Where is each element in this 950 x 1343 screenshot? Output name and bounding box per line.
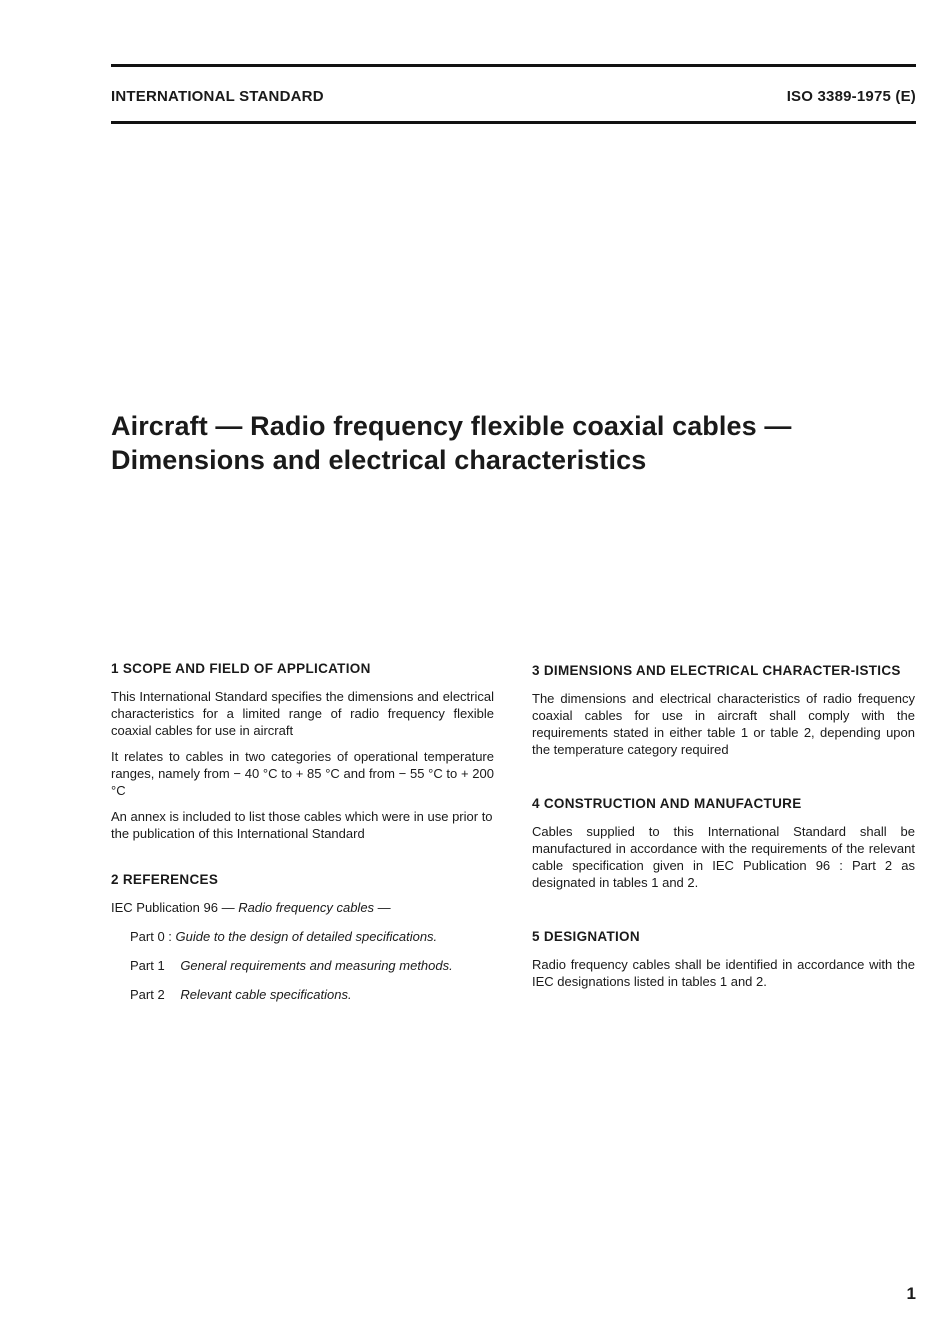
paragraph: Radio frequency cables shall be identified in accordance with the IEC designations listed in tables 1 and 2. [532, 957, 915, 989]
reference-title: Radio frequency cables — [238, 900, 391, 915]
part-label: Part 1 [130, 958, 165, 973]
section-references [111, 871, 494, 1003]
section-scope [111, 660, 494, 842]
part-title: Relevant cable specifications. [180, 987, 352, 1002]
section-heading: 4 CONSTRUCTION AND MANUFACTURE [532, 796, 802, 811]
section-heading: 3 DIMENSIONS AND ELECTRICAL CHARACTER-ISTICS [532, 663, 901, 678]
paragraph: It relates to cables in two categories of operational temperature ranges, namely from − 40 °C to + 85 °C and from − 55 °C to + 200 °C [111, 749, 494, 798]
part-label: Part 0 : [130, 929, 172, 944]
header-top-rule [111, 64, 916, 67]
title-line-1: Aircraft — Radio frequency flexible coaxial cables — [111, 411, 792, 441]
part-title: Guide to the design of detailed specifications. [175, 929, 438, 944]
right-column [532, 662, 915, 999]
section-dimensions [532, 662, 915, 758]
reference-intro [111, 899, 494, 916]
paragraph: The dimensions and electrical characteristics of radio frequency coaxial cables for use in aircraft shall comply with the requirements stated in either table 1 or table 2, depending upon the temperature category required [532, 691, 915, 757]
page-number: 1 [906, 1284, 916, 1303]
section-heading: 5 DESIGNATION [532, 929, 640, 944]
part-label: Part 2 [130, 987, 165, 1002]
reference-publication: IEC Publication 96 — [111, 900, 239, 915]
reference-part [130, 957, 494, 974]
part-title: General requirements and measuring methods. [180, 958, 453, 973]
section-designation [532, 928, 915, 990]
document-type: INTERNATIONAL STANDARD [111, 88, 324, 105]
section-construction [532, 795, 915, 891]
section-heading: 1 SCOPE AND FIELD OF APPLICATION [111, 661, 371, 676]
document-title [111, 409, 891, 477]
left-column [111, 660, 494, 1015]
header-bottom-rule [111, 121, 916, 124]
paragraph: An annex is included to list those cables which were in use prior to the publication of this International Standard [111, 809, 493, 841]
paragraph: This International Standard specifies the dimensions and electrical characteristics for a limited range of radio frequency flexible coaxial cables for use in aircraft [111, 689, 494, 738]
title-line-2: Dimensions and electrical characteristics [111, 445, 647, 475]
paragraph: Cables supplied to this International Standard shall be manufactured in accordance with the requirements of the relevant cable specification given in IEC Publication 96 : Part 2 as designated in tables 1 and 2. [532, 824, 915, 890]
standard-number: ISO 3389-1975 (E) [786, 88, 916, 105]
reference-part [130, 928, 494, 945]
reference-part [130, 986, 494, 1003]
section-heading: 2 REFERENCES [111, 872, 219, 887]
